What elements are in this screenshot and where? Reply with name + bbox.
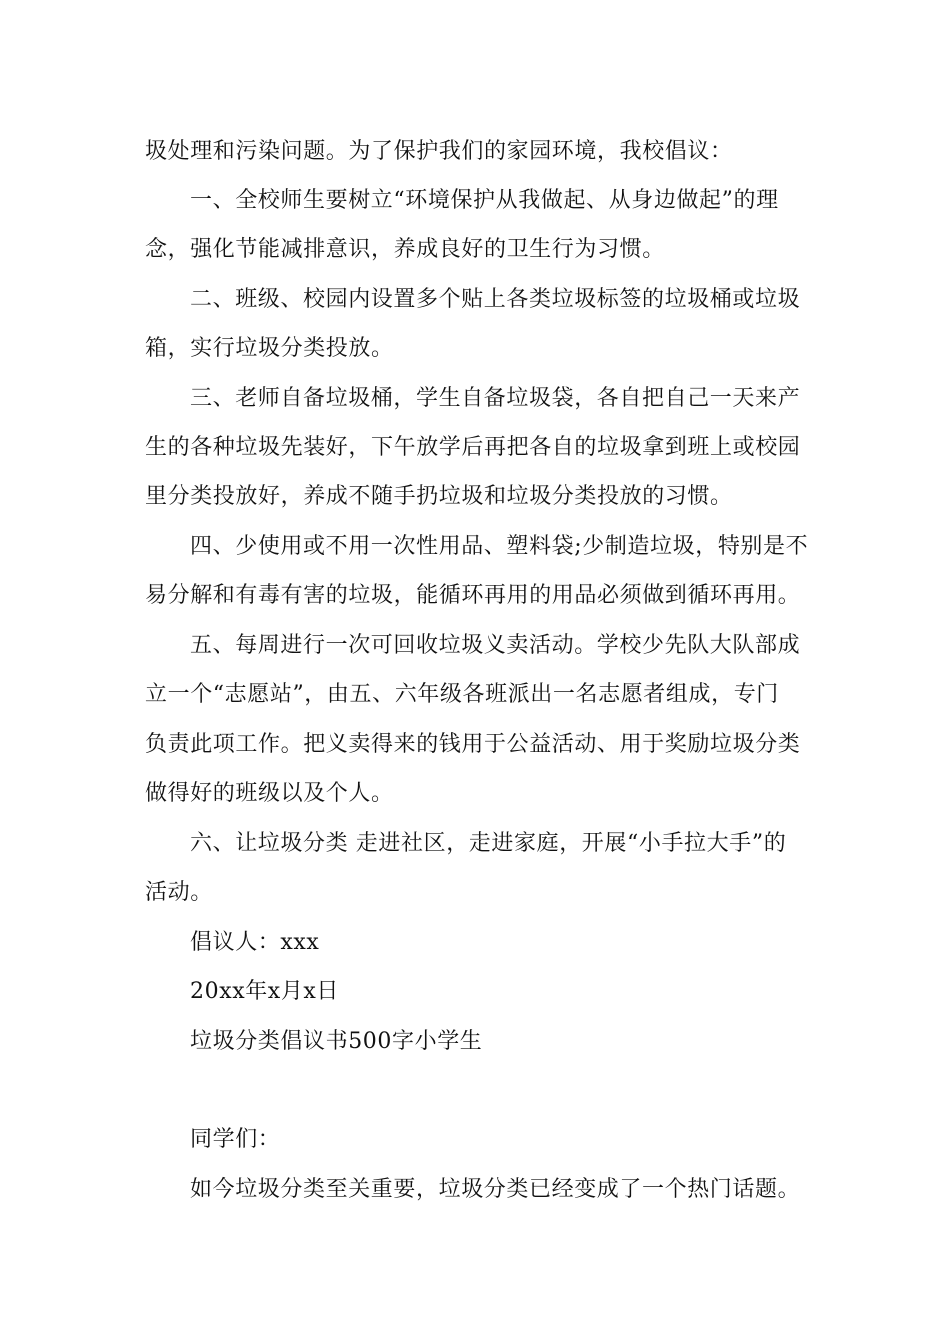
date-line: 20xx年x月x日	[190, 979, 340, 1004]
text-line: 三、老师自备垃圾桶，学生自备垃圾袋，各自把自己一天来产	[190, 386, 801, 411]
text-line: 如今垃圾分类至关重要，垃圾分类已经变成了一个热门话题。	[190, 1177, 801, 1202]
text-line: 负责此项工作。把义卖得来的钱用于公益活动、用于奖励垃圾分类	[145, 732, 801, 757]
text-line: 生的各种垃圾先装好，下午放学后再把各自的垃圾拿到班上或校园	[145, 435, 801, 460]
text-line: 易分解和有毒有害的垃圾，能循环再用的用品必须做到循环再用。	[145, 583, 801, 608]
text-line: 做得好的班级以及个人。	[145, 781, 394, 806]
text-line: 六、让垃圾分类 走进社区，走进家庭，开展“小手拉大手”的	[190, 831, 787, 856]
text-line: 立一个“志愿站”，由五、六年级各班派出一名志愿者组成，专门	[145, 682, 779, 707]
text-line: 二、班级、校园内设置多个贴上各类垃圾标签的垃圾桶或垃圾	[190, 287, 801, 312]
text-line: 一、全校师生要树立“环境保护从我做起、从身边做起”的理	[190, 188, 779, 213]
text-line: 箱，实行垃圾分类投放。	[145, 336, 394, 361]
section-title: 垃圾分类倡议书500字小学生	[190, 1029, 483, 1054]
text-line: 圾处理和污染问题。为了保护我们的家园环境，我校倡议：	[145, 139, 733, 164]
text-line: 念，强化节能减排意识，养成良好的卫生行为习惯。	[145, 237, 665, 262]
text-line: 活动。	[145, 880, 213, 905]
text-line: 五、每周进行一次可回收垃圾义卖活动。学校少先队大队部成	[190, 633, 801, 658]
text-line: 四、少使用或不用一次性用品、塑料袋;少制造垃圾，特别是不	[190, 534, 809, 559]
salutation-line: 同学们：	[190, 1127, 281, 1152]
text-line: 里分类投放好，养成不随手扔垃圾和垃圾分类投放的习惯。	[145, 484, 733, 509]
signature-line: 倡议人：xxx	[190, 930, 320, 955]
